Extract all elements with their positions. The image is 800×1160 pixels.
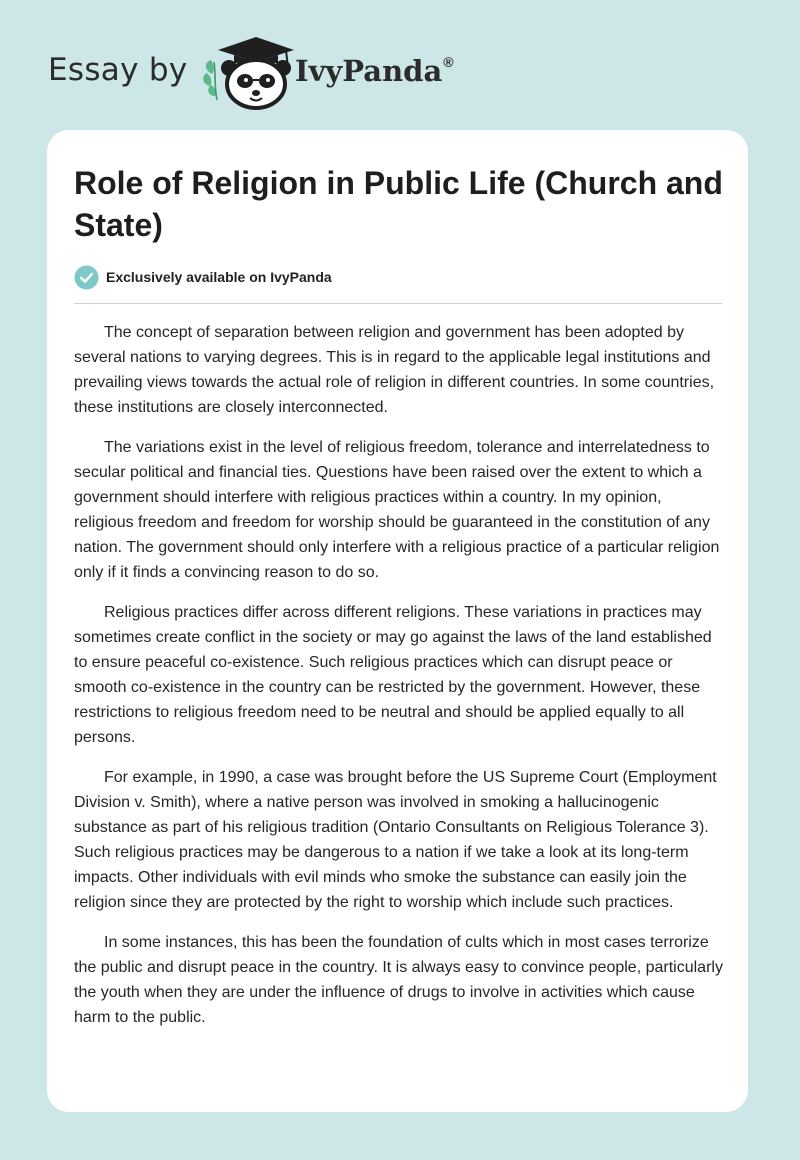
title-divider xyxy=(74,303,722,304)
essay-title: Role of Religion in Public Life (Church and State) xyxy=(74,165,723,243)
paragraph: For example, in 1990, a case was brought before the US Supreme Court (Employment Division v. Smith), where a native person was involved in smoking a hallucinogenic substance as part of his religious tradition (Ontario Consultants on Religious Tolerance 3). Such religious practices may be dangerous to a nation if we take a look at its long-term impacts. Other individuals with evil minds who smoke the substance can easily join the religion since they are protected by the right to worship which include such practices. xyxy=(74,769,717,911)
exclusive-badge-text: Exclusively available on IvyPanda xyxy=(106,269,332,285)
site-header xyxy=(48,34,508,114)
paragraph: The variations exist in the level of religious freedom, tolerance and interrelatedness to secular political and financial ties. Questions have been raised over the extent to which a government should interfere with religious practices within a country. In my opinion, religious freedom and freedom for worship should be guaranteed in the constitution of any nation. The government should only interfere with a religious practice of a particular religion only if it finds a convincing reason to do so. xyxy=(74,439,720,581)
brand-name-text: IvyPanda xyxy=(295,54,443,88)
brand-name[interactable] xyxy=(295,54,454,88)
ivy-leaf-icon xyxy=(203,60,217,100)
exclusive-badge xyxy=(74,264,332,290)
paragraph: In some instances, this has been the foundation of cults which in most cases terrorize the public and disrupt peace in the country. It is always easy to convince people, particularly the youth when they are under the influence of drugs to involve in activities which cause harm to the public. xyxy=(74,934,723,1026)
check-circle-icon xyxy=(74,265,99,290)
panda-head-icon xyxy=(221,60,291,108)
paragraph: The concept of separation between religion and government has been adopted by several nations to varying degrees. This is in regard to the applicable legal institutions and prevailing views towards the actual role of religion in different countries. In some countries, these institutions are closely interconnected. xyxy=(74,324,715,416)
essay-body xyxy=(74,320,724,1045)
brand-prefix: Essay by xyxy=(48,52,188,88)
registered-mark: ® xyxy=(443,54,454,70)
essay-card xyxy=(47,130,748,1112)
panda-logo-icon[interactable] xyxy=(202,34,294,110)
paragraph: Religious practices differ across different religions. These variations in practices may sometimes create conflict in the society or may go against the laws of the land established to ensure peaceful co-existence. Such religious practices which can disrupt peace or smooth co-existence in the country can be restricted by the government. However, these restrictions to religious freedom need to be neutral and should be applied equally to all persons. xyxy=(74,604,712,746)
